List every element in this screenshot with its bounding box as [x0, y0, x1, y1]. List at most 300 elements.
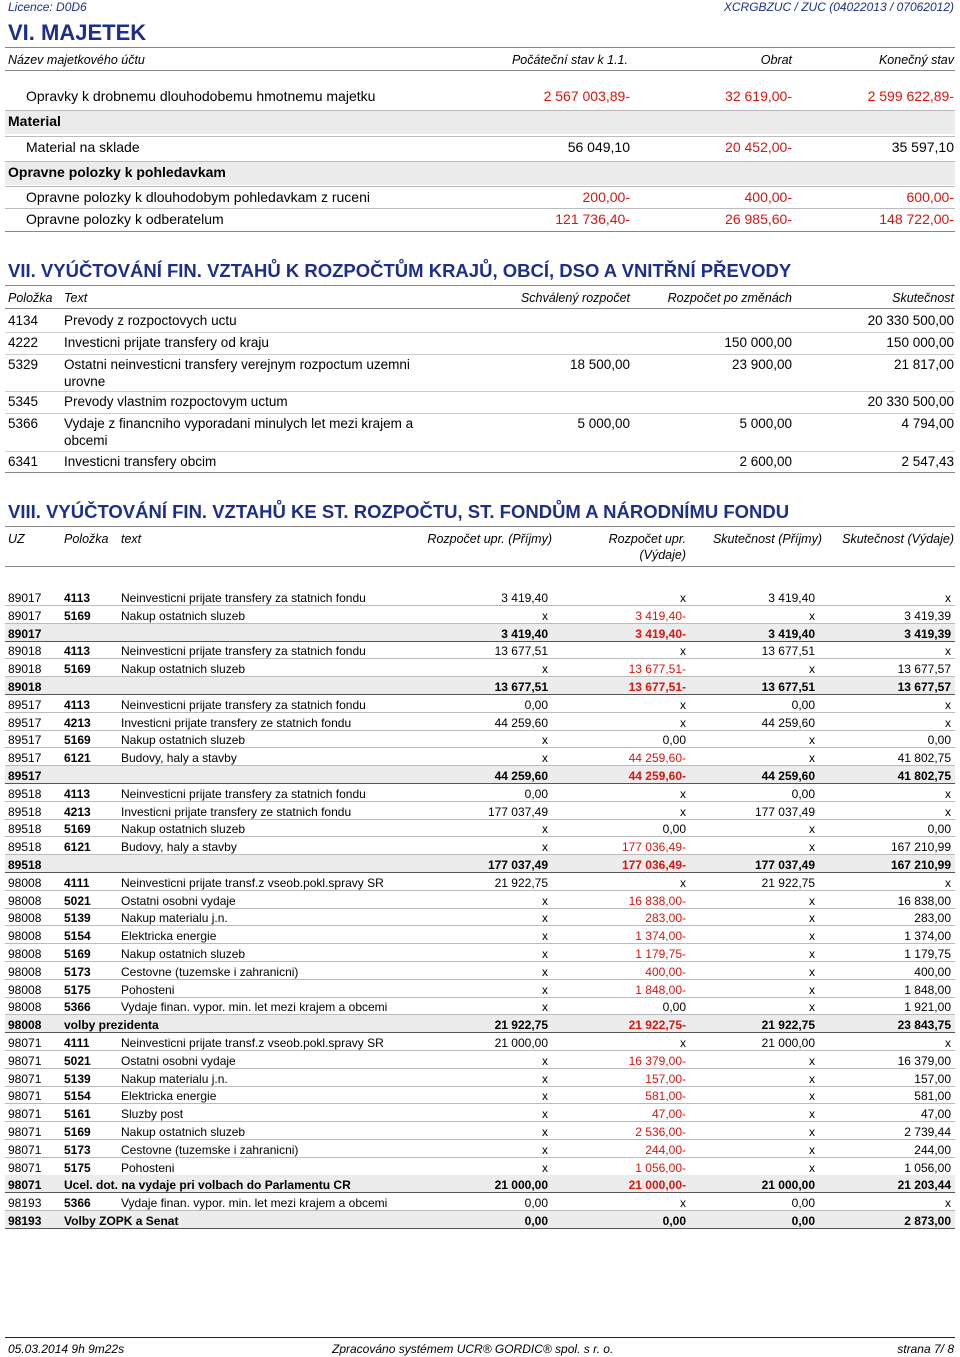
s8-row-sp: 177 037,49 — [754, 805, 815, 819]
s8-row-uz: 89518 — [8, 858, 42, 872]
s8-row-sp: x — [809, 983, 815, 997]
s8-row-sv: 1 374,00 — [904, 929, 951, 943]
s8-row-rp: x — [542, 840, 548, 854]
s6-row-turn: 20 452,00- — [725, 139, 792, 155]
s8-row-sv: x — [945, 644, 951, 658]
s8-row-rp: 177 037,49 — [487, 858, 548, 872]
s8-row-rp: 0,00 — [524, 1196, 548, 1210]
s8-row-text: Pohosteni — [121, 983, 175, 997]
s8-row-sp: x — [809, 1072, 815, 1086]
s8-row-divider — [5, 658, 955, 659]
s6-row-label: Opravky k drobnemu dlouhodobemu hmotnemu majetku — [26, 88, 376, 104]
s7-row-text: Investicni prijate transfery od kraju — [64, 335, 269, 350]
s8-row-rv: x — [680, 1036, 686, 1050]
s8-row-pol: 4213 — [64, 805, 91, 819]
s8-row-pol: 5366 — [64, 1000, 91, 1014]
s8-col-rp: Rozpočet upr. (Příjmy) — [427, 532, 552, 546]
s8-row-rp: 0,00 — [524, 1214, 548, 1228]
s7-row-pol: 4222 — [8, 335, 39, 350]
s8-row-uz: 98193 — [8, 1214, 42, 1228]
s8-row-sv: 41 802,75 — [897, 751, 951, 765]
s8-row-sv: 47,00 — [920, 1107, 951, 1121]
s8-row-divider — [5, 819, 955, 820]
s8-row-rv: 244,00- — [645, 1143, 686, 1157]
s7-row-pol: 6341 — [8, 454, 39, 469]
s8-row-uz: 89518 — [8, 805, 42, 819]
s8-row-sv: 3 419,39 — [904, 627, 951, 641]
s8-row-rv: x — [680, 591, 686, 605]
s8-row-rp: 13 677,51 — [494, 680, 548, 694]
s6-row-divider — [5, 186, 955, 187]
s6-row-end: 600,00- — [906, 189, 954, 205]
s8-row-uz: 89018 — [8, 680, 42, 694]
s8-row-uz: 89517 — [8, 751, 42, 765]
s8-row-text: Nakup ostatnich sluzeb — [121, 947, 246, 961]
s6-row-label: Material na sklade — [26, 139, 140, 155]
section8-title: VIII. VYÚČTOVÁNÍ FIN. VZTAHŮ KE ST. ROZPOČTU, ST. FONDŮM A NÁRODNÍMU FONDU — [8, 501, 790, 522]
s8-row-rp: x — [542, 1000, 548, 1014]
s8-row-rv: 44 259,60- — [628, 769, 686, 783]
s8-row-pol: 5175 — [64, 983, 91, 997]
s8-row-sv: 2 873,00 — [904, 1214, 951, 1228]
footer-page-number: strana 7/ 8 — [897, 1342, 954, 1356]
s8-row-rp: 21 000,00 — [494, 1036, 548, 1050]
s8-row-rp: 177 037,49 — [487, 805, 548, 819]
s6-col-start: Počáteční stav k 1.1. — [511, 53, 628, 67]
s6-row-turn: 26 985,60- — [725, 211, 792, 227]
s6-col-end: Konečný stav — [878, 53, 954, 67]
s8-row-rp: 3 419,40 — [501, 591, 548, 605]
s8-row-sp: x — [809, 1000, 815, 1014]
s7-row-sch: 18 500,00 — [569, 357, 630, 372]
s8-row-text: Nakup ostatnich sluzeb — [121, 662, 246, 676]
s7-row-text: Prevody z rozpoctovych uctu — [64, 313, 237, 328]
s8-row-uz: 98071 — [8, 1089, 42, 1103]
s8-row-rv: 177 036,49- — [621, 840, 686, 854]
s8-row-sv: 2 739,44 — [904, 1125, 951, 1139]
s7-col-zm: Rozpočet po změnách — [667, 291, 792, 305]
s8-col-text: text — [121, 532, 142, 546]
s8-row-rp: 21 922,75 — [494, 1018, 548, 1032]
s8-row-uz: 89018 — [8, 644, 42, 658]
s8-row-sp: x — [809, 911, 815, 925]
s8-row-sp: x — [809, 609, 815, 623]
s8-row-sp: x — [809, 1143, 815, 1157]
s8-row-sp: 44 259,60 — [761, 716, 815, 730]
s8-row-sv: x — [945, 698, 951, 712]
s8-row-sv: 1 848,00 — [904, 983, 951, 997]
s8-col-rv: Rozpočet upr. — [608, 532, 686, 546]
s8-row-uz: 98071 — [8, 1125, 42, 1139]
s7-row-zm: 150 000,00 — [724, 335, 792, 350]
s8-row-rp: x — [542, 1089, 548, 1103]
s8-row-uz: 98008 — [8, 894, 42, 908]
s6-row-end: 35 597,10 — [891, 139, 954, 155]
s8-row-divider — [5, 908, 955, 909]
s8-row-sp: 13 677,51 — [761, 644, 815, 658]
s6-group-label: Material — [8, 113, 61, 129]
s8-row-sv: 167 210,99 — [890, 858, 951, 872]
s8-row-divider — [5, 925, 955, 926]
s8-row-uz: 98071 — [8, 1072, 42, 1086]
s7-row-sch: 5 000,00 — [577, 416, 630, 431]
footer-processed: Zpracováno systémem UCR® GORDIC® spol. s r. o. — [332, 1342, 614, 1356]
s8-row-uz: 98071 — [8, 1036, 42, 1050]
s7-col-pol: Položka — [8, 291, 53, 305]
s7-row-zm: 5 000,00 — [739, 416, 792, 431]
s8-row-rv: 1 848,00- — [635, 983, 686, 997]
s8-row-text: Neinvesticni prijate transfery za statnich fondu — [121, 698, 366, 712]
s8-row-divider — [5, 890, 955, 891]
s7-row-text: Prevody vlastnim rozpoctovym uctum — [64, 394, 288, 409]
s8-row-divider — [5, 747, 955, 748]
s8-row-sv: 244,00 — [914, 1143, 951, 1157]
s8-row-rp: x — [542, 609, 548, 623]
s8-row-sv: 581,00 — [914, 1089, 951, 1103]
section8-header-top-line — [5, 526, 955, 527]
s7-row-sk: 20 330 500,00 — [867, 313, 954, 328]
s8-row-text: Budovy, haly a stavby — [121, 751, 237, 765]
s8-row-rp: 44 259,60 — [494, 716, 548, 730]
s6-row-start: 2 567 003,89- — [543, 88, 630, 104]
s8-row-rp: x — [542, 822, 548, 836]
s8-row-uz: 98008 — [8, 876, 42, 890]
s8-row-sv: x — [945, 716, 951, 730]
s8-row-text: Ostatni osobni vydaje — [121, 1054, 236, 1068]
s8-row-uz: 98071 — [8, 1054, 42, 1068]
s8-row-sv: 167 210,99 — [890, 840, 951, 854]
s8-row-sp: x — [809, 1125, 815, 1139]
s8-row-pol: 5139 — [64, 911, 91, 925]
s8-row-sp: x — [809, 947, 815, 961]
s8-row-text: Investicni prijate transfery ze statnich fondu — [121, 805, 352, 819]
s7-row-zm: 2 600,00 — [739, 454, 792, 469]
s8-row-sv: 0,00 — [927, 733, 951, 747]
s8-row-sv: 400,00 — [914, 965, 951, 979]
document-code: XCRGBZUC / ZUC (04022013 / 07062012) — [723, 0, 954, 14]
s8-row-divider — [5, 1139, 955, 1140]
footer-line — [5, 1337, 955, 1338]
s8-row-divider — [5, 1121, 955, 1122]
s6-row-divider — [5, 208, 955, 209]
s8-row-sv: 1 921,00 — [904, 1000, 951, 1014]
s7-row-sk: 150 000,00 — [886, 335, 954, 350]
s8-row-rv: 2 536,00- — [635, 1125, 686, 1139]
s8-row-rp: x — [542, 947, 548, 961]
s8-row-rv: 0,00 — [662, 1214, 686, 1228]
s8-row-sv: 3 419,39 — [904, 609, 951, 623]
s7-col-sch: Schválený rozpočet — [520, 291, 630, 305]
s8-row-uz: 89518 — [8, 840, 42, 854]
s8-row-rv: 21 000,00- — [628, 1178, 686, 1192]
s8-row-uz: 98008 — [8, 1018, 42, 1032]
s8-row-sp: x — [809, 840, 815, 854]
s8-row-rv: 3 419,40- — [635, 627, 686, 641]
s8-row-sv: x — [945, 876, 951, 890]
s8-row-divider — [5, 730, 955, 731]
s8-row-text: Vydaje finan. vypor. min. let mezi krajem a obcemi — [121, 1000, 388, 1014]
s8-row-sp: x — [809, 1089, 815, 1103]
s8-row-rp: x — [542, 1072, 548, 1086]
s8-col-pol: Položka — [64, 532, 109, 546]
s8-row-rp: 3 419,40 — [501, 627, 548, 641]
s8-row-text: Neinvesticni prijate transf.z vseob.pokl.spravy SR — [121, 876, 384, 890]
s8-row-sv: 13 677,57 — [897, 680, 951, 694]
s7-row-pol: 5345 — [8, 394, 39, 409]
s8-row-uz: 98008 — [8, 1000, 42, 1014]
s8-row-rp: 13 677,51 — [494, 644, 548, 658]
section7-header-top-line — [5, 285, 955, 286]
s8-row-rp: x — [542, 965, 548, 979]
s8-row-rv: x — [680, 805, 686, 819]
s8-row-pol: 5173 — [64, 965, 91, 979]
s7-row-divider — [5, 413, 955, 414]
s8-row-text: Elektricka energie — [121, 1089, 217, 1103]
s8-row-sv: 0,00 — [927, 822, 951, 836]
s6-group-band — [5, 111, 955, 134]
s8-row-text: Cestovne (tuzemske i zahranicni) — [121, 965, 299, 979]
s6-row-turn: 400,00- — [744, 189, 792, 205]
s8-row-pol: 5169 — [64, 662, 91, 676]
s7-row-sk: 21 817,00 — [893, 357, 954, 372]
s8-row-uz: 89517 — [8, 769, 42, 783]
s8-row-sv: x — [945, 1036, 951, 1050]
s8-row-text: Nakup ostatnich sluzeb — [121, 609, 246, 623]
s8-row-sp: 21 000,00 — [761, 1178, 815, 1192]
s8-row-divider — [5, 997, 955, 998]
s8-row-rv: 44 259,60- — [628, 751, 686, 765]
s7-row-sk: 4 794,00 — [901, 416, 954, 431]
s8-row-rp: x — [542, 983, 548, 997]
s8-row-pol: 5169 — [64, 1125, 91, 1139]
s8-row-rv: x — [680, 876, 686, 890]
s8-row-pol: 4111 — [64, 1036, 90, 1050]
s7-col-sk: Skutečnost — [892, 291, 954, 305]
s8-row-rp: x — [542, 1107, 548, 1121]
s8-row-sv: x — [945, 591, 951, 605]
s8-row-pol: 6121 — [64, 840, 91, 854]
s8-col-sv: Skutečnost (Výdaje) — [842, 532, 954, 546]
s8-row-sv: 16 379,00 — [897, 1054, 951, 1068]
licence-label: Licence: D0D6 — [8, 0, 87, 14]
s8-row-text: Nakup ostatnich sluzeb — [121, 822, 246, 836]
s8-row-sv: 157,00 — [914, 1072, 951, 1086]
section6-end-line — [5, 231, 955, 232]
s8-row-rv: 47,00- — [651, 1107, 686, 1121]
s8-row-uz: 89518 — [8, 822, 42, 836]
s8-row-sv: x — [945, 805, 951, 819]
s8-row-uz: 89517 — [8, 716, 42, 730]
s8-row-rv: x — [680, 716, 686, 730]
s7-row-divider — [5, 451, 955, 452]
s8-row-rp: 21 000,00 — [494, 1178, 548, 1192]
s8-row-sp: x — [809, 1161, 815, 1175]
s8-row-sp: x — [809, 894, 815, 908]
s8-row-rv: 13 677,51- — [628, 662, 686, 676]
s8-row-rp: x — [542, 1161, 548, 1175]
s6-row-end: 2 599 622,89- — [867, 88, 954, 104]
s8-row-pol: 5139 — [64, 1072, 91, 1086]
s8-row-pol: 5021 — [64, 894, 91, 908]
s8-row-text: Pohosteni — [121, 1161, 175, 1175]
s8-row-sp: 177 037,49 — [754, 858, 815, 872]
s8-row-rp: x — [542, 911, 548, 925]
s8-row-rp: x — [542, 1054, 548, 1068]
s8-row-sp: x — [809, 733, 815, 747]
s8-row-text: Neinvesticni prijate transfery za statnich fondu — [121, 644, 366, 658]
s8-row-sv: 16 838,00 — [897, 894, 951, 908]
s6-group-label: Opravne polozky k pohledavkam — [8, 164, 226, 180]
s7-row-sk: 2 547,43 — [901, 454, 954, 469]
s8-row-divider — [5, 1157, 955, 1158]
s8-row-sp: x — [809, 1054, 815, 1068]
s7-row-divider — [5, 332, 955, 333]
s8-row-rp: x — [542, 1143, 548, 1157]
s8-row-sv: 1 056,00 — [904, 1161, 951, 1175]
s8-row-rv: x — [680, 787, 686, 801]
s8-row-text: Neinvesticni prijate transf.z vseob.pokl.spravy SR — [121, 1036, 384, 1050]
s6-row-label: Opravne polozky k dlouhodobym pohledavkam z ruceni — [26, 189, 370, 205]
s8-row-pol: 5154 — [64, 1089, 91, 1103]
s8-row-uz: 89017 — [8, 627, 42, 641]
s8-row-uz: 98071 — [8, 1107, 42, 1121]
s6-col-turn: Obrat — [760, 53, 792, 67]
s8-row-rv: 16 379,00- — [628, 1054, 686, 1068]
s8-row-sp: 21 922,75 — [761, 876, 815, 890]
s7-row-text: Ostatni neinvesticni transfery verejnym rozpoctum uzemni — [64, 357, 410, 372]
s8-row-uz: 98071 — [8, 1143, 42, 1157]
s8-row-divider — [5, 979, 955, 980]
s8-row-rp: x — [542, 662, 548, 676]
s8-row-divider — [5, 836, 955, 837]
s8-row-uz: 98008 — [8, 965, 42, 979]
s6-row-label: Opravne polozky k odberatelum — [26, 211, 224, 227]
s7-row-sk: 20 330 500,00 — [867, 394, 954, 409]
s8-row-text: Vydaje finan. vypor. min. let mezi krajem a obcemi — [121, 1196, 388, 1210]
s8-row-rv: 157,00- — [645, 1072, 686, 1086]
s8-row-rv: 283,00- — [645, 911, 686, 925]
s8-row-pol: 4113 — [64, 644, 91, 658]
s7-col-text: Text — [64, 291, 88, 305]
s8-row-uz: 89017 — [8, 609, 42, 623]
s8-row-pol: 5169 — [64, 609, 91, 623]
s8-row-pol: 5173 — [64, 1143, 91, 1157]
s8-row-pol: 5154 — [64, 929, 91, 943]
s8-row-pol: 5169 — [64, 822, 91, 836]
s8-row-divider — [5, 641, 955, 642]
s8-row-pol: volby prezidenta — [64, 1018, 159, 1032]
s8-row-rp: x — [542, 929, 548, 943]
s8-row-sv: 13 677,57 — [897, 662, 951, 676]
s8-row-rp: 0,00 — [524, 698, 548, 712]
s6-row-divider — [5, 161, 955, 162]
s8-row-rv: 0,00 — [662, 1000, 686, 1014]
s8-row-sp: 0,00 — [791, 698, 815, 712]
section6-header-top-line — [5, 47, 955, 48]
s8-row-uz: 98071 — [8, 1178, 42, 1192]
s8-row-text: Investicni prijate transfery ze statnich fondu — [121, 716, 352, 730]
s8-row-divider — [5, 943, 955, 944]
s8-row-text: Sluzby post — [121, 1107, 184, 1121]
s8-row-uz: 98193 — [8, 1196, 42, 1210]
s8-row-pol: 5021 — [64, 1054, 91, 1068]
s8-row-divider — [5, 872, 955, 873]
section7-end-line — [5, 472, 955, 473]
s8-row-sp: x — [809, 965, 815, 979]
s8-row-sp: x — [809, 929, 815, 943]
s8-row-rv: 3 419,40- — [635, 609, 686, 623]
s8-row-rv: 0,00 — [662, 733, 686, 747]
s7-row-text: Investicni transfery obcim — [64, 454, 217, 469]
s7-row-pol: 5329 — [8, 357, 39, 372]
s8-row-pol: 5366 — [64, 1196, 91, 1210]
section7-header-bottom-line — [5, 308, 955, 309]
s8-row-uz: 98008 — [8, 947, 42, 961]
s8-row-rv: x — [680, 644, 686, 658]
s8-row-text: Budovy, haly a stavby — [121, 840, 237, 854]
s8-row-text: Cestovne (tuzemske i zahranicni) — [121, 1143, 299, 1157]
s6-row-divider — [5, 136, 955, 137]
s8-row-uz: 89518 — [8, 787, 42, 801]
s8-row-sp: 44 259,60 — [761, 769, 815, 783]
s7-row-text: Vydaje z financniho vyporadani minulych let mezi krajem a — [64, 416, 414, 431]
s8-row-pol: 4113 — [64, 698, 91, 712]
s6-row-start: 56 049,10 — [567, 139, 630, 155]
s7-row-divider — [5, 354, 955, 355]
s6-col-name: Název majetkového účtu — [8, 53, 145, 67]
s8-row-sp: x — [809, 822, 815, 836]
s8-row-rp: x — [542, 751, 548, 765]
s8-row-rv: 1 056,00- — [635, 1161, 686, 1175]
s8-row-sv: 1 179,75 — [904, 947, 951, 961]
s8-row-divider — [5, 712, 955, 713]
s8-row-sv: 283,00 — [914, 911, 951, 925]
s8-row-text: Nakup materialu j.n. — [121, 911, 228, 925]
s8-row-text: Elektricka energie — [121, 929, 217, 943]
s8-row-divider — [5, 694, 955, 695]
s6-row-start: 200,00- — [582, 189, 630, 205]
s7-row-pol: 5366 — [8, 416, 39, 431]
s8-row-sp: 0,00 — [791, 1196, 815, 1210]
s8-row-text: Nakup ostatnich sluzeb — [121, 733, 246, 747]
s8-row-divider — [5, 1103, 955, 1104]
s8-row-divider — [5, 961, 955, 962]
s7-row-pol: 4134 — [8, 313, 39, 328]
s8-row-sp: 3 419,40 — [768, 627, 815, 641]
section6-title: VI. MAJETEK — [8, 20, 147, 45]
s8-row-divider — [5, 1032, 955, 1033]
s8-row-pol: 5175 — [64, 1161, 91, 1175]
s8-row-sp: 13 677,51 — [761, 680, 815, 694]
s7-row-zm: 23 900,00 — [731, 357, 792, 372]
s8-row-uz: 98008 — [8, 983, 42, 997]
s8-row-text: Nakup ostatnich sluzeb — [121, 1125, 246, 1139]
s8-row-pol: Volby ZOPK a Senat — [64, 1214, 179, 1228]
s8-row-divider — [5, 783, 955, 784]
s8-row-rv: x — [680, 698, 686, 712]
s8-row-rv: 1 179,75- — [635, 947, 686, 961]
s8-row-pol: 4213 — [64, 716, 91, 730]
section8-header-bottom-line — [5, 566, 955, 567]
footer-datetime: 05.03.2014 9h 9m22s — [8, 1342, 125, 1356]
s8-row-pol: 4111 — [64, 876, 90, 890]
s8-row-rv: 400,00- — [645, 965, 686, 979]
s8-row-sp: 3 419,40 — [768, 591, 815, 605]
s8-row-rv: 13 677,51- — [628, 680, 686, 694]
s8-row-text: Ostatni osobni vydaje — [121, 894, 236, 908]
s8-row-rp: x — [542, 1125, 548, 1139]
s6-row-start: 121 736,40- — [555, 211, 630, 227]
